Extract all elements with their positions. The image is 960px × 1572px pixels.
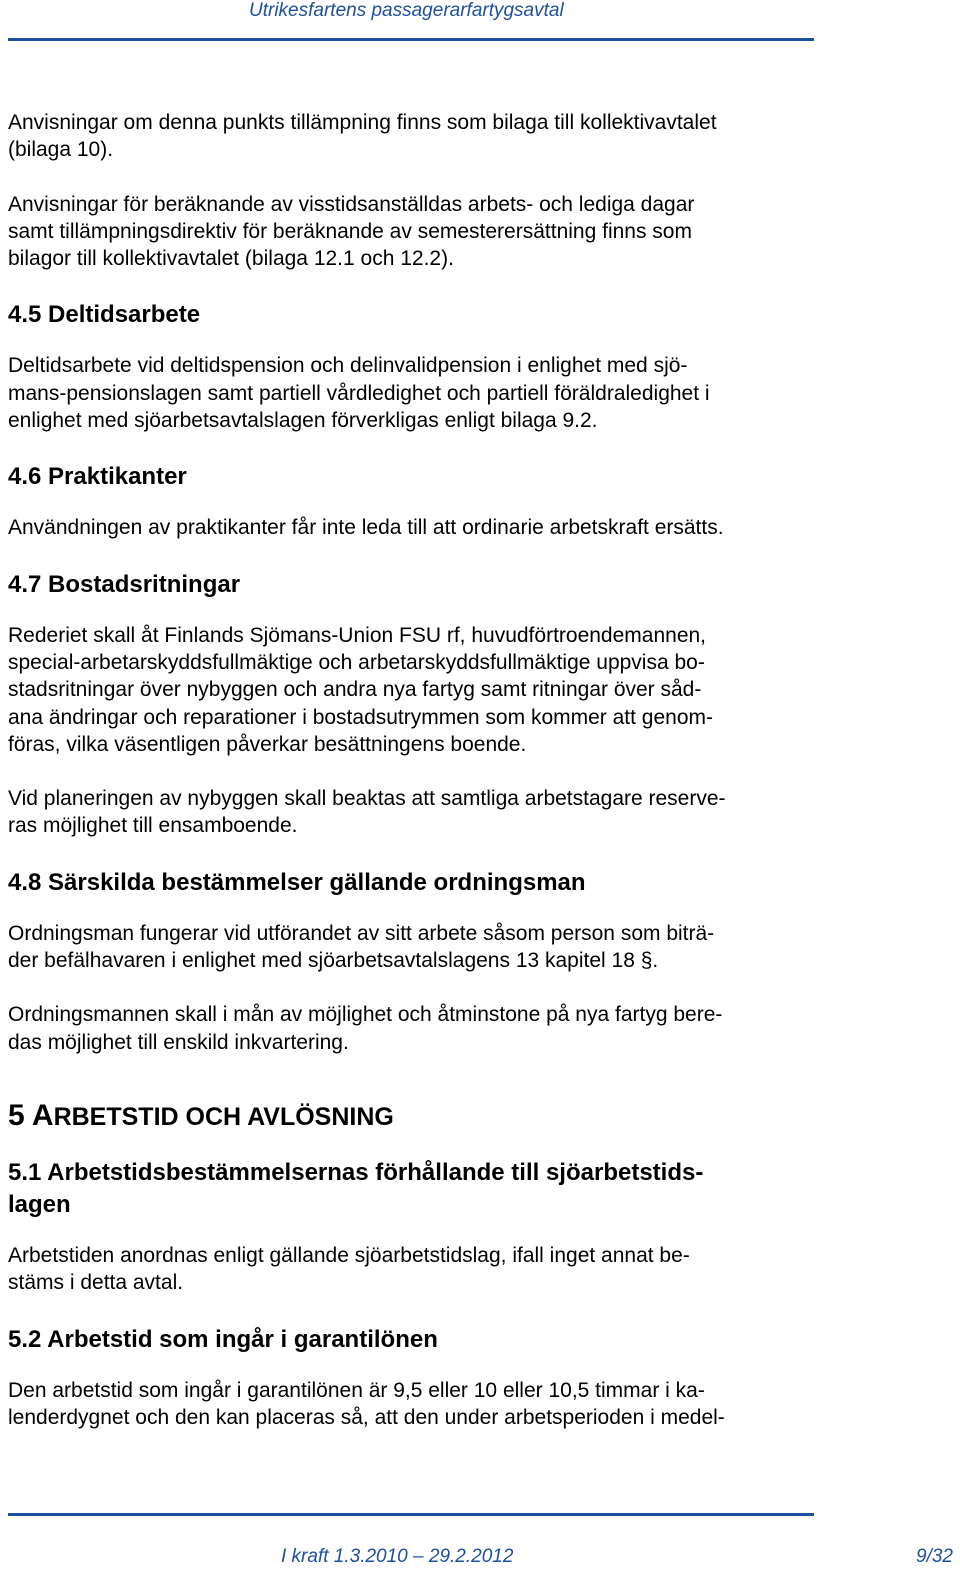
paragraph: Ordningsmannen skall i mån av möjlighet och åtminstone på nya fartyg bere- das möjlighet till enskild inkvartering.	[8, 1003, 723, 1054]
paragraph: Anvisningar för beräknande av visstidsanställdas arbets- och lediga dagar samt tillämpningsdirektiv för beräknande av semesterersättning finns som bilagor till kollektivavtalet (bilaga 12.1 och 12.2).	[8, 192, 695, 271]
footer-divider	[8, 1513, 814, 1516]
paragraph: Vid planeringen av nybyggen skall beaktas att samtliga arbetstagare reserve- ras möjlighet till ensamboende.	[8, 787, 726, 838]
footer-validity: I kraft 1.3.2010 – 29.2.2012	[281, 1546, 514, 1567]
paragraph: Anvisningar om denna punkts tillämpning finns som bilaga till kollektivavtalet (bilaga 10).	[8, 111, 717, 162]
section-heading-5-2: 5.2 Arbetstid som ingår i garantilönen	[8, 1325, 438, 1353]
section-heading-4-7: 4.7 Bostadsritningar	[8, 570, 241, 598]
section-heading-4-8: 4.8 Särskilda bestämmelser gällande ordningsman	[8, 868, 586, 896]
paragraph: Användningen av praktikanter får inte leda till att ordinarie arbetskraft ersätts.	[8, 516, 724, 540]
section-heading-4-6: 4.6 Praktikanter	[8, 463, 187, 491]
paragraph: Rederiet skall åt Finlands Sjömans-Union FSU rf, huvudförtroendemannen, special-arbetarskyddsfullmäktige och arbetarskyddsfullmäktige uppvisa bo- stadsritningar över nybyggen och andra nya fartyg samt ritningar över såd- ana ändringar och reparationer i bostadsutrymmen som kommer att genom- föras, vilka väsentligen påverkar besättningens boende.	[8, 623, 713, 756]
section-heading-4-5: 4.5 Deltidsarbete	[8, 301, 201, 329]
paragraph: Ordningsman fungerar vid utförandet av sitt arbete såsom person som biträ- der befälhavaren i enlighet med sjöarbetsavtalslagens 13 kapitel 18 §.	[8, 921, 715, 973]
header-divider	[8, 38, 814, 41]
paragraph: Den arbetstid som ingår i garantilönen är 9,5 eller 10 eller 10,5 timmar i ka- lenderdygnet och den kan placeras så, att den under arbetsperioden i medel-	[8, 1378, 725, 1429]
paragraph: Deltidsarbete vid deltidspension och delinvalidpension i enlighet med sjö- mans-pensionslagen samt partiell vårdledighet och partiell föräldraledighet i enlighet med sjöarbetsavtalslagen förverkligas enligt bilaga 9.2.	[8, 354, 710, 433]
document-header-title: Utrikesfartens passagerarfartygsavtal	[249, 0, 564, 21]
document-body	[8, 109, 823, 1458]
section-heading-5-1: 5.1 Arbetstidsbestämmelsernas förhållande till sjöarbetstids- lagen	[8, 1158, 704, 1218]
chapter-heading-number: 5 A	[8, 1098, 54, 1132]
chapter-heading-5	[8, 1098, 823, 1135]
paragraph: Arbetstiden anordnas enligt gällande sjöarbetstidslag, ifall inget annat be- stäms i detta avtal.	[8, 1243, 690, 1295]
chapter-heading-text: RBETSTID OCH AVLÖSNING	[53, 1102, 394, 1131]
page-number: 9/32	[916, 1546, 953, 1567]
